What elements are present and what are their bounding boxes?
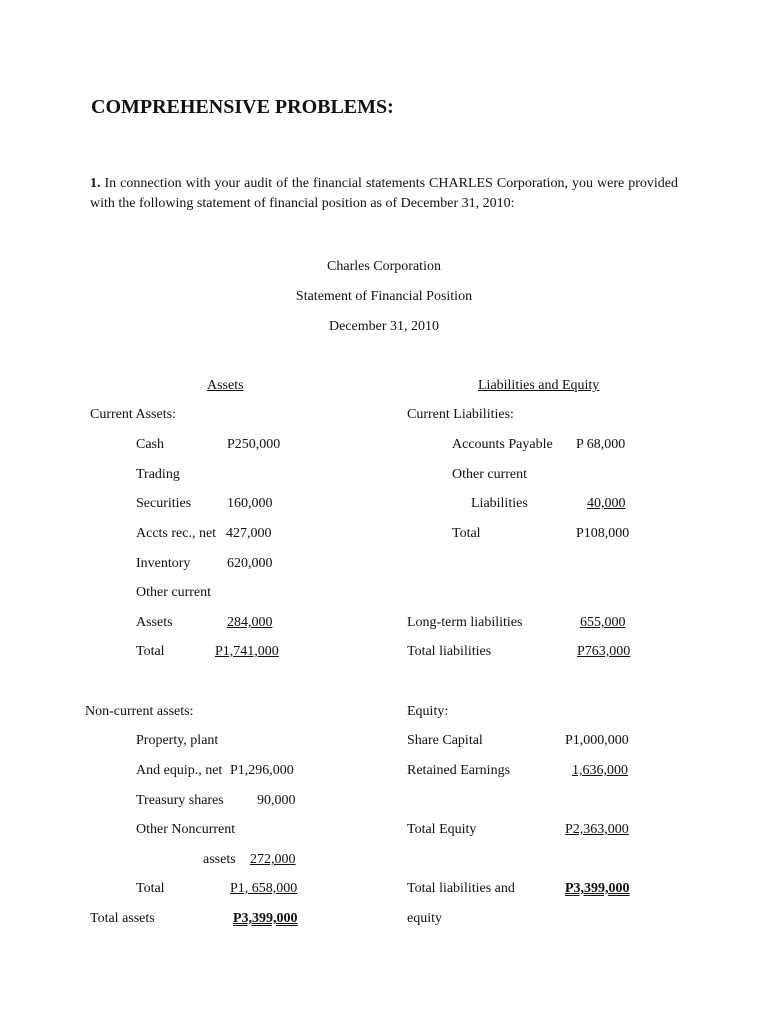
assets-heading: Assets	[207, 378, 244, 393]
noncurrent-total-value: P1, 658,000	[230, 881, 298, 896]
current-assets-total-value: P1,741,000	[215, 644, 279, 659]
other-current-liabilities-label-line2: Liabilities	[471, 496, 528, 511]
current-liabilities-label: Current Liabilities:	[407, 407, 514, 422]
total-liabilities-label: Total liabilities	[407, 644, 492, 659]
share-capital-label: Share Capital	[407, 733, 483, 748]
ppe-label-line1: Property, plant	[136, 733, 219, 748]
treasury-shares-label: Treasury shares	[136, 793, 224, 808]
statement-date: December 31, 2010	[328, 319, 440, 334]
total-liabilities-equity-value: P3,399,000	[565, 881, 630, 896]
trading-label-line1: Trading	[136, 467, 180, 482]
problem-text: In connection with your audit of the financial statements CHARLES Corporation, you were provided with the following statement of financial position as of December 31, 2010:	[90, 176, 679, 211]
other-current-liabilities-label-line1: Other current	[452, 467, 528, 482]
other-current-assets-label-line2: Assets	[136, 615, 173, 630]
inventory-label: Inventory	[136, 556, 191, 571]
share-capital-value: P1,000,000	[565, 733, 629, 748]
noncurrent-total-label: Total	[136, 881, 165, 896]
problem-paragraph	[90, 174, 678, 214]
retained-earnings-label: Retained Earnings	[407, 763, 511, 778]
longterm-liabilities-value: 655,000	[580, 615, 626, 630]
liabilities-equity-heading: Liabilities and Equity	[478, 378, 600, 393]
treasury-shares-value: 90,000	[257, 793, 296, 808]
total-equity-value: P2,363,000	[565, 822, 629, 837]
total-equity-label: Total Equity	[407, 822, 477, 837]
longterm-liabilities-label: Long-term liabilities	[407, 615, 523, 630]
problem-number: 1.	[90, 176, 101, 191]
other-noncurrent-label-line1: Other Noncurrent	[136, 822, 236, 837]
other-current-assets-label-line1: Other current	[136, 585, 212, 600]
total-liabilities-equity-label-line2: equity	[407, 911, 442, 926]
current-assets-total-label: Total	[136, 644, 165, 659]
retained-earnings-value: 1,636,000	[572, 763, 628, 778]
current-liabilities-total-value: P108,000	[576, 526, 630, 541]
total-liabilities-value: P763,000	[577, 644, 631, 659]
statement-name: Statement of Financial Position	[295, 289, 473, 304]
cash-value: P250,000	[227, 437, 281, 452]
other-noncurrent-label-line2: assets	[203, 852, 236, 867]
other-current-assets-value: 284,000	[227, 615, 273, 630]
accounts-payable-value: P 68,000	[576, 437, 626, 452]
current-assets-label: Current Assets:	[90, 407, 176, 422]
inventory-value: 620,000	[227, 556, 273, 571]
company-name: Charles Corporation	[327, 259, 441, 274]
ppe-value: P1,296,000	[230, 763, 294, 778]
ar-value: 427,000	[226, 526, 272, 541]
equity-label: Equity:	[407, 704, 449, 719]
ar-label: Accts rec., net	[136, 526, 217, 541]
cash-label: Cash	[136, 437, 164, 452]
total-assets-label: Total assets	[90, 911, 155, 926]
page-title: COMPREHENSIVE PROBLEMS:	[91, 96, 394, 118]
current-liabilities-total-label: Total	[452, 526, 481, 541]
ppe-label-line2: And equip., net	[136, 763, 223, 778]
total-assets-value: P3,399,000	[233, 911, 298, 926]
accounts-payable-label: Accounts Payable	[452, 437, 553, 452]
total-liabilities-equity-label-line1: Total liabilities and	[407, 881, 515, 896]
other-noncurrent-value: 272,000	[250, 852, 296, 867]
trading-value: 160,000	[227, 496, 273, 511]
noncurrent-assets-label: Non-current assets:	[85, 704, 194, 719]
trading-label-line2: Securities	[136, 496, 192, 511]
other-current-liabilities-value: 40,000	[587, 496, 626, 511]
